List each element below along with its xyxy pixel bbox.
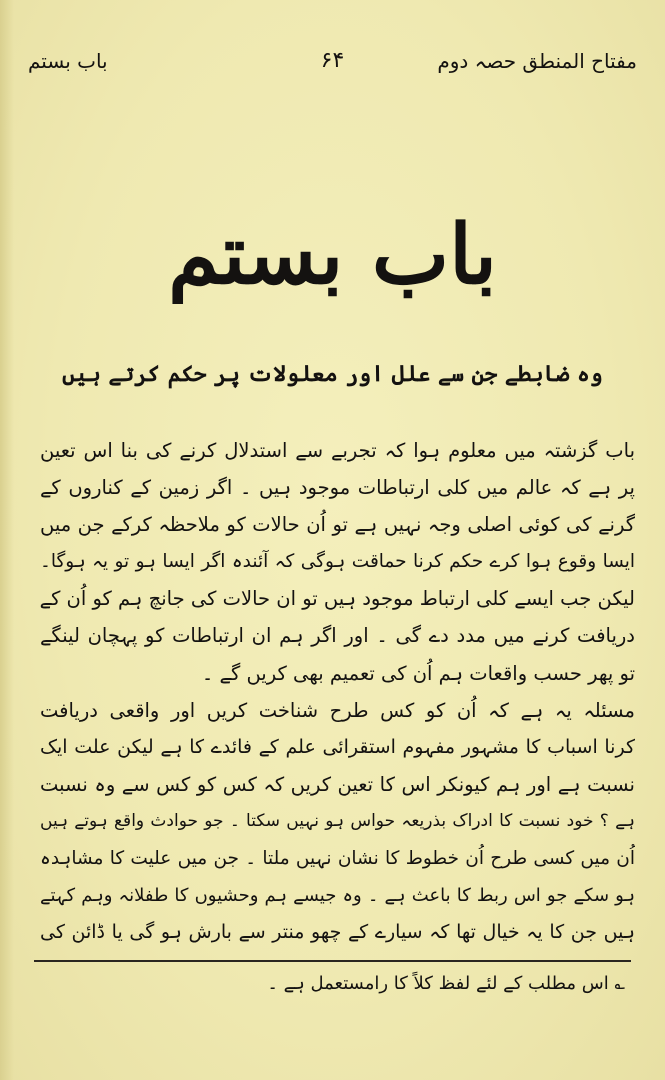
footnote: ؎ اس مطلب کے لئے لفظ کلاً کا رامستعمل ہے ۔ [267, 973, 625, 994]
body-line: گرنے کی کوئی اصلی وجہ نہیں ہے تو اُن حالات کو ملاحظہ کرکے جن میں [40, 513, 635, 537]
body-line: دریافت کرنے میں مدد دے گی ۔ اور اگر ہم ان ارتباطات کو پہچان لینگے [40, 624, 635, 648]
body-line: اُن میں کسی طرح اُن خطوط کا نشان نہیں ملتا ۔ جن میں علیت کا مشاہدہ [40, 848, 635, 870]
page-edge-shadow [0, 0, 14, 1080]
page-number: ۶۴ [320, 48, 345, 73]
running-head-chapter: باب بستم [28, 49, 108, 73]
body-line: مسئلہ یہ ہے کہ اُن کو کس طرح شناخت کریں اور واقعی دریافت [40, 698, 635, 722]
body-line: ہے ؟ خود نسبت کا ادراک بذریعہ حواس ہو نہیں سکتا ۔ جو حوادث واقع ہوتے ہیں [40, 810, 635, 831]
body-text [40, 432, 635, 951]
body-line: نسبت ہے اور ہم کیونکر اس کا تعین کریں کہ کس کو کس سے وہ نسبت [40, 772, 635, 796]
running-head-book-title: مفتاح المنطق حصہ دوم [437, 49, 637, 73]
chapter-subtitle: وہ ضابطے جن سے علل اور معلولات پر حکم کرتے ہیں [62, 361, 603, 387]
body-line: ایسا وقوع ہوا کرے حکم کرنا حماقت ہوگی کہ آئندہ اگر ایسا ہو تو یہ ہوگا۔ [40, 551, 635, 573]
body-line: ہو سکے جو اس ربط کا باعث ہے ۔ وہ جیسے ہم وحشیوں کا طفلانہ وہم کہتے [40, 885, 635, 907]
body-line: ہیں جن کا یہ خیال تھا کہ سیارے کے چھو منتر سے بارش ہو گی یا ڈائن کی [40, 921, 635, 944]
body-line: تو پھر حسب واقعات ہم اُن کی تعمیم بھی کریں گے ۔ [201, 661, 635, 685]
chapter-title: باب بستم [168, 207, 497, 303]
body-line: کرنا اسباب کا مشہور مفہوم استقرائی علم کے فائدے کا ہے لیکن علت ایک [40, 735, 635, 758]
running-head [28, 44, 637, 84]
body-line: لیکن جب ایسے کلی ارتباط موجود ہیں تو ان حالات کی جانچ ہم کو اُن کے [40, 587, 635, 611]
body-line: باب گزشتہ میں معلوم ہوا کہ تجربے سے استدلال کرنے کی بنا اس تعین [40, 439, 635, 462]
footnote-divider [34, 960, 631, 962]
body-line: پر ہے کہ عالم میں کلی ارتباطات موجود ہیں ۔ اگر زمین کے کناروں کے [40, 476, 635, 500]
